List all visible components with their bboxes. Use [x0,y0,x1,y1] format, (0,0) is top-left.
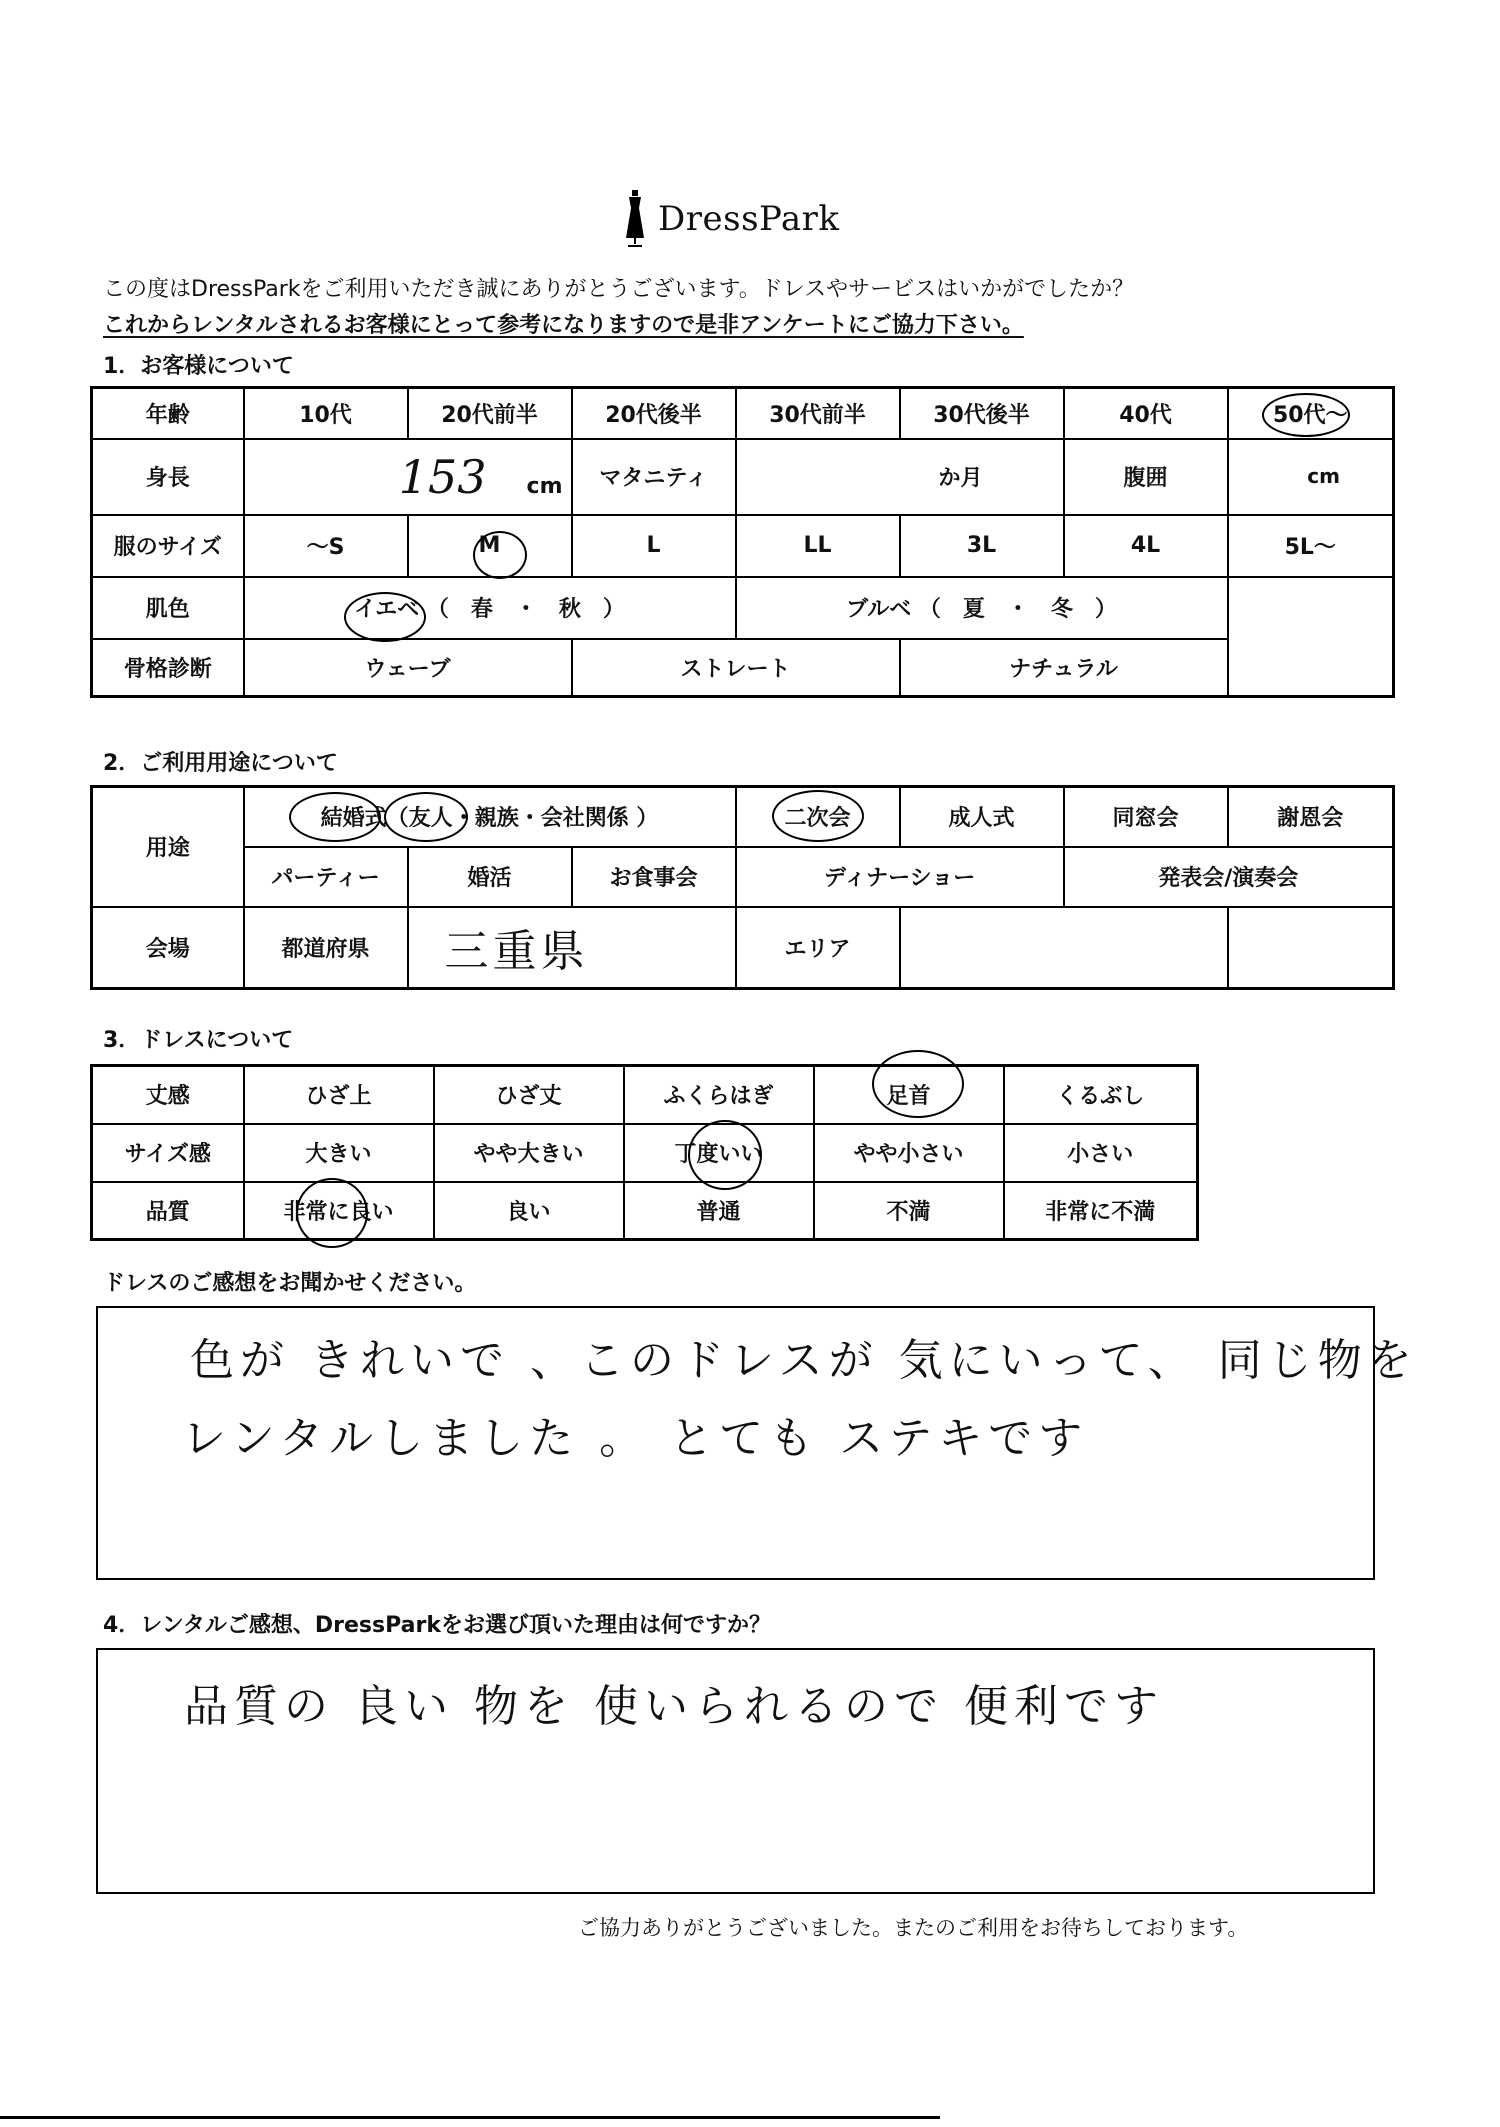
impressions-answer-line2: レンタルしました 。 とても ステキです [182,1413,1089,1464]
purpose-option[interactable]: 同窓会 [1064,787,1228,847]
area-label: エリア [736,907,900,989]
scan-edge-line [0,2116,940,2119]
prefecture-field[interactable] [408,907,736,989]
age-option[interactable]: 50代～ [1228,388,1394,439]
empty-cell [1228,639,1394,697]
size-option[interactable]: 3L [900,515,1064,577]
fit-option[interactable]: 丁度いい [624,1124,814,1182]
height-unit: cm [526,473,563,499]
customer-table [90,386,1395,698]
height-value: 153 [398,449,487,504]
wedding-option: 結婚式 [320,806,387,832]
size-option[interactable]: L [572,515,736,577]
age-option[interactable]: 20代後半 [572,388,736,439]
maternity-label: マタニティ [572,439,736,515]
frame-option[interactable]: ナチュラル [900,639,1228,697]
purpose-option[interactable]: 婚活 [408,847,572,907]
intro-text: この度はDressParkをご利用いただき誠にありがとうございます。ドレスやサービスはいかがでしたか？ [103,277,1135,302]
venue-label: 会場 [92,907,244,989]
age-option[interactable]: 30代後半 [900,388,1064,439]
quality-option[interactable]: 非常に不満 [1004,1182,1198,1240]
wedding-other-options: ・親族・会社関係 ） [452,806,659,832]
area-field[interactable] [900,907,1228,989]
purpose-option[interactable]: 謝恩会 [1228,787,1394,847]
fit-option[interactable]: 小さい [1004,1124,1198,1182]
size-label: 服のサイズ [92,515,244,577]
maternity-months-cell[interactable] [736,439,1064,515]
purpose-option[interactable]: 成人式 [900,787,1064,847]
skin-blue-cell[interactable] [736,577,1228,639]
size-option[interactable]: 5L～ [1228,515,1394,577]
footer-thanks: ご協力ありがとうございました。またのご利用をお待ちしております。 [578,1916,1249,1940]
quality-option[interactable]: 良い [434,1182,624,1240]
length-option[interactable]: ひざ上 [244,1066,434,1124]
size-option[interactable]: M [408,515,572,577]
waist-cell[interactable] [1228,439,1394,515]
wedding-cell[interactable] [244,787,736,847]
skin-yellow-seasons: （ 春 ・ 秋 ） [426,597,625,622]
months-label: か月 [938,466,983,491]
skin-blue-seasons: （ 夏 ・ 冬 ） [918,597,1117,622]
quality-option[interactable]: 非常に良い [244,1182,434,1240]
purpose-option[interactable]: ディナーショー [736,847,1064,907]
size-option[interactable]: 4L [1064,515,1228,577]
purpose-option[interactable]: 発表会/演奏会 [1064,847,1394,907]
height-cell[interactable] [244,439,572,515]
age-label: 年齢 [92,388,244,439]
length-option[interactable]: 足首 [814,1066,1004,1124]
brand-name: DressPark [658,199,840,239]
waist-unit: cm [1307,464,1340,488]
dress-mannequin-icon [620,190,650,248]
prefecture-value: 三重県 [444,926,589,978]
age-option[interactable]: 20代前半 [408,388,572,439]
waist-label: 腹囲 [1064,439,1228,515]
age-option[interactable]: 40代 [1064,388,1228,439]
purpose-option[interactable]: パーティー [244,847,408,907]
length-label: 丈感 [92,1066,244,1124]
purpose-option[interactable]: お食事会 [572,847,736,907]
size-option[interactable]: LL [736,515,900,577]
skin-blue-label: ブルベ [846,597,912,622]
impressions-answer-line1: 色が きれいで 、このドレスが 気にいって、 同じ物を [190,1335,1418,1386]
fit-option[interactable]: 大きい [244,1124,434,1182]
skin-label: 肌色 [92,577,244,639]
section4-question: 4．レンタルご感想、DressParkをお選び頂いた理由は何ですか？ [103,1613,771,1638]
age-option[interactable]: 10代 [244,388,408,439]
section2-title: 2．ご利用用途について [103,751,338,776]
quality-option[interactable]: 不満 [814,1182,1004,1240]
wedding-friend-option: 友人 [408,806,453,832]
size-option[interactable]: ～S [244,515,408,577]
length-option[interactable]: くるぶし [1004,1066,1198,1124]
section1-title: 1．お客様について [103,354,294,379]
impressions-question: ドレスのご感想をお聞かせください。 [103,1271,477,1296]
skin-yellow-cell[interactable] [244,577,736,639]
intro-request: これからレンタルされるお客様にとって参考になりますので是非アンケートにご協力下さい。 [103,313,1024,338]
wedding-paren: （ [386,806,409,832]
height-label: 身長 [92,439,244,515]
age-option[interactable]: 30代前半 [736,388,900,439]
purpose-label: 用途 [92,787,244,907]
skin-yellow-label: イエベ [354,597,420,622]
fit-option[interactable]: やや大きい [434,1124,624,1182]
brand-logo [620,190,840,248]
frame-label: 骨格診断 [92,639,244,697]
section3-title: 3．ドレスについて [103,1028,294,1053]
quality-label: 品質 [92,1182,244,1240]
quality-option[interactable]: 普通 [624,1182,814,1240]
frame-option[interactable]: ストレート [572,639,900,697]
prefecture-label: 都道府県 [244,907,408,989]
fit-label: サイズ感 [92,1124,244,1182]
fit-option[interactable]: やや小さい [814,1124,1004,1182]
usage-table [90,785,1395,990]
reason-answer-line: 品質の 良い 物を 使いられるので 便利です [184,1681,1164,1732]
dress-table [90,1064,1199,1241]
frame-option[interactable]: ウェーブ [244,639,572,697]
length-option[interactable]: ふくらはぎ [624,1066,814,1124]
length-option[interactable]: ひざ丈 [434,1066,624,1124]
purpose-option[interactable]: 二次会 [736,787,900,847]
empty-cell [1228,907,1394,989]
empty-cell [1228,577,1394,639]
